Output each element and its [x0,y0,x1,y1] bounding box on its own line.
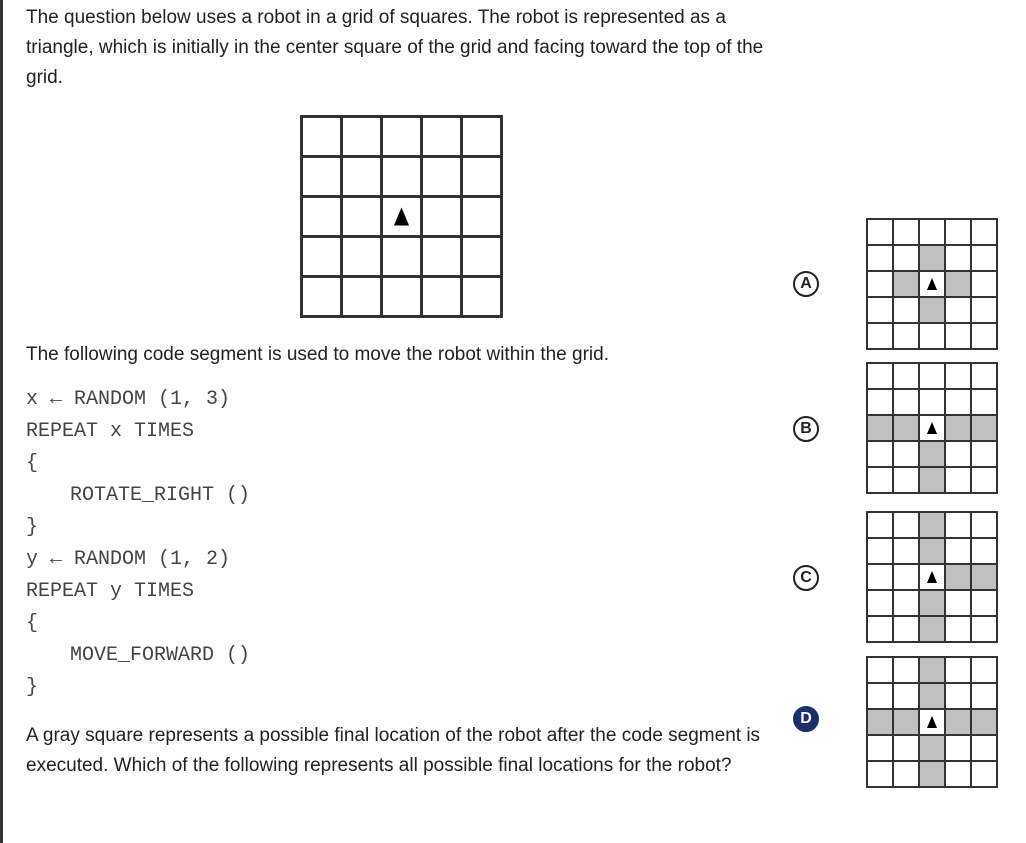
initial-grid-svg [300,115,503,318]
grid-cell [342,197,382,237]
grid-cell [893,616,919,642]
gray-cell [919,538,945,564]
question-paragraph: A gray square represents a possible final location of the robot after the code segment is executed. Which of the following represents all possible final locations for the robot? [26,725,761,776]
gray-cell [945,564,971,590]
gray-cell [919,467,945,493]
code-line: } [26,676,39,699]
grid-cell [945,363,971,389]
option-c-grid-svg [866,511,998,643]
grid-cell [893,590,919,616]
grid-cell [382,157,422,197]
grid-cell [893,657,919,683]
grid-cell [342,157,382,197]
option-letter-circle[interactable]: C [793,565,819,591]
grid-cell [422,277,462,317]
grid-cell [971,590,997,616]
gray-cell [919,735,945,761]
grid-cell [382,117,422,157]
grid-cell [867,761,893,787]
gray-cell [919,683,945,709]
grid-cell [893,538,919,564]
gray-cell [893,709,919,735]
intro-paragraph: The question below uses a robot in a grid of squares. The robot is represented as a triangle, which is initially in the center square of the grid and facing toward the top of the grid. [26,7,764,88]
grid-cell [971,363,997,389]
grid-cell [893,683,919,709]
grid-cell [945,219,971,245]
gray-cell [867,709,893,735]
grid-cell [867,616,893,642]
gray-cell [919,616,945,642]
grid-cell [893,363,919,389]
grid-cell [867,564,893,590]
grid-cell [422,197,462,237]
grid-cell [945,761,971,787]
initial-robot-grid [300,115,503,323]
gray-cell [971,564,997,590]
grid-cell [302,117,342,157]
option-grid [866,218,998,355]
grid-cell [867,323,893,349]
grid-cell [945,467,971,493]
gray-cell [945,271,971,297]
code-line: MOVE_FORWARD () [70,644,251,667]
code-line: { [26,612,39,635]
grid-cell [867,219,893,245]
grid-cell [462,197,502,237]
grid-cell [302,197,342,237]
grid-cell [867,271,893,297]
grid-cell [302,157,342,197]
gray-cell [893,271,919,297]
gray-cell [919,590,945,616]
grid-cell [867,657,893,683]
grid-cell [945,323,971,349]
gray-cell [919,245,945,271]
gray-cell [971,709,997,735]
gray-cell [867,415,893,441]
grid-cell [462,157,502,197]
grid-cell [971,219,997,245]
grid-cell [382,277,422,317]
gray-cell [919,761,945,787]
code-line: y ← RANDOM (1, 2) [26,548,231,571]
grid-cell [867,735,893,761]
option-grid [866,362,998,499]
grid-cell [971,512,997,538]
left-border [0,0,3,843]
grid-cell [971,297,997,323]
grid-cell [342,277,382,317]
grid-cell [893,389,919,415]
grid-cell [867,683,893,709]
grid-cell [422,117,462,157]
grid-cell [893,297,919,323]
grid-cell [945,245,971,271]
grid-cell [893,323,919,349]
grid-cell [422,237,462,277]
gray-cell [919,441,945,467]
gray-cell [919,512,945,538]
grid-cell [945,735,971,761]
grid-cell [867,512,893,538]
grid-cell [945,657,971,683]
grid-cell [945,590,971,616]
grid-cell [945,683,971,709]
grid-cell [462,277,502,317]
gray-cell [919,297,945,323]
gray-cell [919,657,945,683]
grid-cell [971,735,997,761]
code-line: ROTATE_RIGHT () [70,484,251,507]
code-line: REPEAT x TIMES [26,420,195,443]
gray-cell [945,709,971,735]
code-line: x ← RANDOM (1, 3) [26,388,231,411]
grid-cell [893,219,919,245]
option-a-grid-svg [866,218,998,350]
grid-cell [422,157,462,197]
grid-cell [971,657,997,683]
grid-cell [867,389,893,415]
grid-cell [971,389,997,415]
option-b-grid-svg [866,362,998,494]
grid-cell [971,271,997,297]
grid-cell [382,237,422,277]
option-grid [866,511,998,648]
grid-cell [342,117,382,157]
grid-cell [971,441,997,467]
grid-cell [945,616,971,642]
grid-cell [867,467,893,493]
grid-cell [945,297,971,323]
grid-cell [919,323,945,349]
grid-cell [462,237,502,277]
code-line: REPEAT y TIMES [26,580,195,603]
grid-cell [893,735,919,761]
grid-cell [971,761,997,787]
option-letter-circle[interactable]: D [793,706,819,732]
grid-cell [867,590,893,616]
grid-cell [919,219,945,245]
grid-cell [945,538,971,564]
code-line: } [26,516,39,539]
grid-cell [462,117,502,157]
grid-cell [893,245,919,271]
grid-cell [971,467,997,493]
grid-cell [945,512,971,538]
grid-cell [945,389,971,415]
grid-cell [919,389,945,415]
grid-cell [342,237,382,277]
grid-cell [302,237,342,277]
grid-cell [971,538,997,564]
gray-cell [945,415,971,441]
option-letter-circle[interactable]: B [793,416,819,442]
grid-cell [919,363,945,389]
code-intro-paragraph: The following code segment is used to move the robot within the grid. [26,344,609,365]
gray-cell [971,415,997,441]
option-letter-circle[interactable]: A [793,271,819,297]
grid-cell [971,616,997,642]
option-grid [866,656,998,793]
gray-cell [893,415,919,441]
grid-cell [893,761,919,787]
option-d-grid-svg [866,656,998,788]
grid-cell [971,323,997,349]
grid-cell [893,441,919,467]
grid-cell [971,683,997,709]
code-line: { [26,452,39,475]
grid-cell [893,512,919,538]
grid-cell [867,297,893,323]
grid-cell [971,245,997,271]
grid-cell [867,363,893,389]
grid-cell [893,467,919,493]
grid-cell [893,564,919,590]
grid-cell [302,277,342,317]
grid-cell [867,538,893,564]
grid-cell [867,441,893,467]
grid-cell [867,245,893,271]
grid-cell [945,441,971,467]
